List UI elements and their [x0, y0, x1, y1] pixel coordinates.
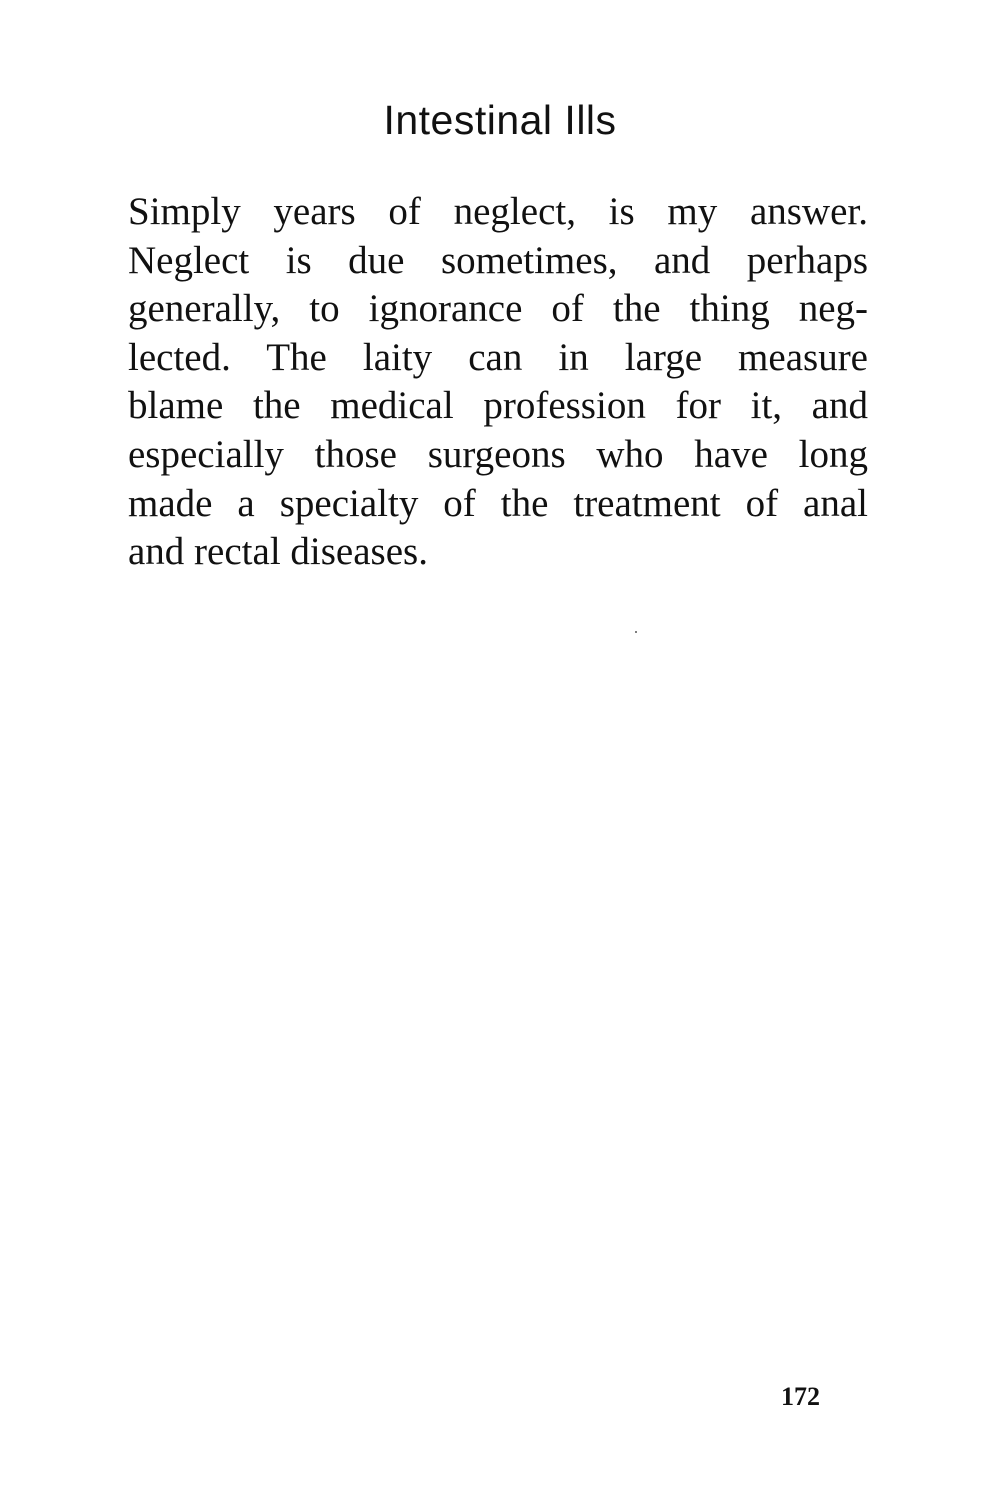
paragraph-line: lected. The laity can in large measure	[128, 335, 868, 379]
print-speck	[635, 631, 637, 633]
paragraph-line: made a specialty of the treatment of anal	[128, 481, 868, 525]
paragraph-line: and rectal diseases.	[128, 530, 428, 574]
paragraph-line: generally, to ignorance of the thing neg-	[128, 287, 868, 331]
paragraph-line: Simply years of neglect, is my answer.	[128, 190, 868, 233]
paragraph-line: blame the medical profession for it, and	[128, 384, 868, 428]
paragraph-line: Neglect is due sometimes, and perhaps	[128, 238, 868, 282]
paragraph-line: especially those surgeons who have long	[128, 432, 868, 476]
body-paragraph	[128, 188, 868, 577]
running-head: Intestinal Ills	[383, 97, 617, 143]
page-number: 172	[781, 1382, 820, 1411]
